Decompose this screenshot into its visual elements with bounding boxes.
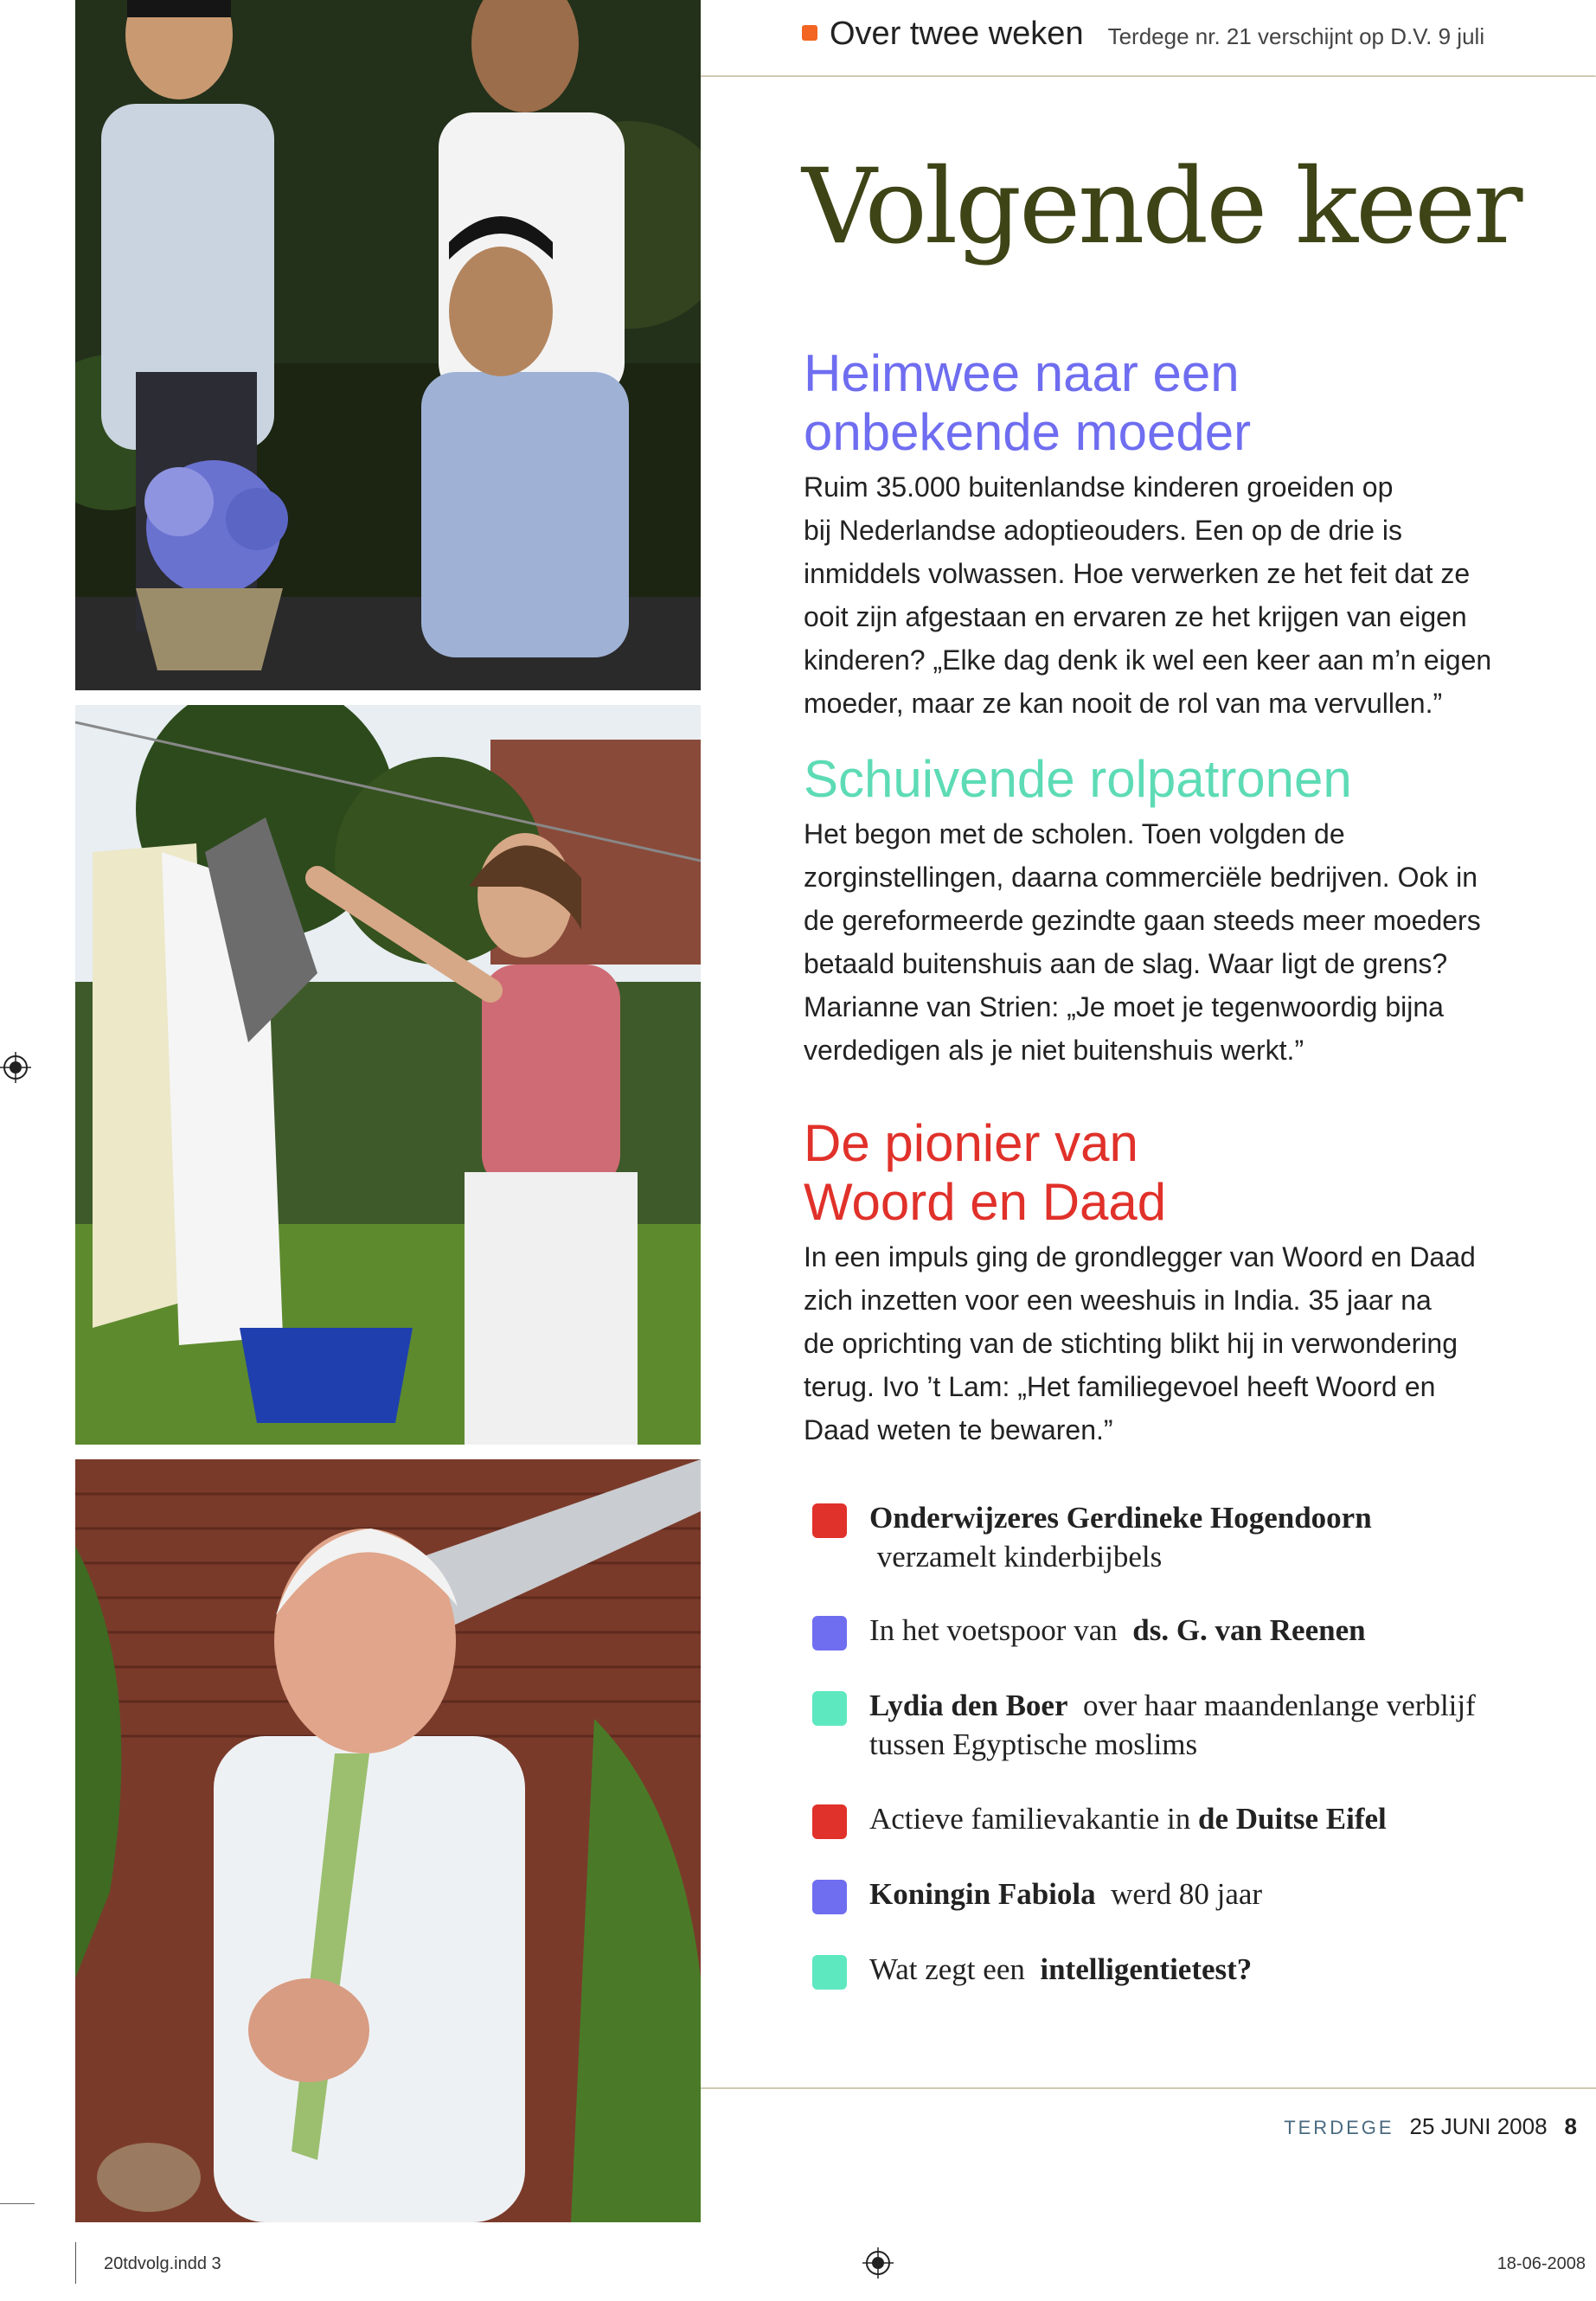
issue-date: 25 JUNI 2008 bbox=[1409, 2113, 1548, 2139]
registration-mark-icon bbox=[0, 1052, 31, 1083]
magazine-name: TERDEGE bbox=[1284, 2117, 1394, 2138]
registration-mark-icon bbox=[862, 2247, 894, 2279]
list-item: In het voetspoor van ds. G. van Reenen bbox=[811, 1611, 1572, 1650]
elderly-man-photo bbox=[75, 1459, 701, 2222]
teal-square-icon bbox=[812, 1691, 847, 1726]
article-teaser-adoption bbox=[804, 344, 1530, 725]
article-body: Het begon met de scholen. Toen volgden de zorginstellingen, daarna commerciële bedrijven. Ook in de gereformeerde gezindte gaan steeds meer moeders betaald buitenshuis aan de slag. Waar ligt de grens? Marianne van Strien: „Je moet je tegenwoordig bijna verdedigen als je niet buitenshuis werkt.” bbox=[804, 818, 1481, 1066]
page-title: Volgende keer bbox=[802, 147, 1521, 267]
family-photo-graphic bbox=[75, 0, 701, 690]
bottom-divider bbox=[701, 2087, 1596, 2089]
next-issue-header bbox=[802, 16, 1484, 53]
article-body: Ruim 35.000 buitenlandse kinderen groeiden op bij Nederlandse adoptieouders. Een op de drie is inmiddels volwassen. Hoe verwerken ze het feit dat ze ooit zijn afgestaan en ervaren ze het krijgen van eigen kinderen? „Elke dag denk ik wel een keer aan m’n eigen moeder, maar ze kan nooit de rol van ma vervullen.” bbox=[804, 471, 1492, 719]
teal-square-icon bbox=[812, 1955, 847, 1990]
list-item: Actieve familievakantie in de Duitse Eifel bbox=[811, 1799, 1572, 1838]
red-square-icon bbox=[812, 1804, 847, 1839]
article-title: De pionier van Woord en Daad bbox=[804, 1114, 1167, 1231]
article-title: Schuivende rolpatronen bbox=[804, 750, 1352, 808]
top-divider bbox=[701, 75, 1596, 77]
article-teaser-pioneer bbox=[804, 1114, 1530, 1452]
purple-square-icon bbox=[812, 1616, 847, 1650]
orange-square-icon bbox=[802, 25, 817, 41]
page-footer bbox=[1284, 2113, 1577, 2140]
page-number: 8 bbox=[1564, 2113, 1577, 2139]
elderly-man-photo-graphic bbox=[75, 1459, 701, 2222]
purple-square-icon bbox=[812, 1880, 847, 1914]
list-item: Onderwijzeres Gerdineke Hogendoorn verzamelt kinderbijbels bbox=[811, 1498, 1572, 1576]
article-teaser-roles bbox=[804, 750, 1530, 1072]
list-item: Lydia den Boer over haar maandenlange verblijf tussen Egyptische moslims bbox=[811, 1686, 1572, 1764]
laundry-photo-graphic bbox=[75, 705, 701, 1445]
next-issue-label: Over twee weken bbox=[830, 16, 1084, 52]
laundry-photo bbox=[75, 705, 701, 1445]
article-title: Heimwee naar een onbekende moeder bbox=[804, 344, 1252, 461]
family-photo bbox=[75, 0, 701, 690]
crop-mark bbox=[75, 2242, 76, 2284]
article-body: In een impuls ging de grondlegger van Woord en Daad zich inzetten voor een weeshuis in India. 35 jaar na de oprichting van de stichting blikt hij in verwondering terug. Ivo ’t Lam: „Het familiegevoel heeft Woord en Daad weten te bewaren.” bbox=[804, 1241, 1476, 1445]
list-item: Koningin Fabiola werd 80 jaar bbox=[811, 1875, 1572, 1913]
slug-date: 18-06-2008 bbox=[1497, 2254, 1586, 2273]
list-item: Wat zegt een intelligentietest? bbox=[811, 1950, 1572, 1989]
crop-mark bbox=[0, 2203, 35, 2204]
red-square-icon bbox=[812, 1503, 847, 1538]
next-issue-note: Terdege nr. 21 verschijnt op D.V. 9 juli bbox=[1107, 23, 1485, 49]
slug-filename: 20tdvolg.indd 3 bbox=[104, 2254, 221, 2273]
